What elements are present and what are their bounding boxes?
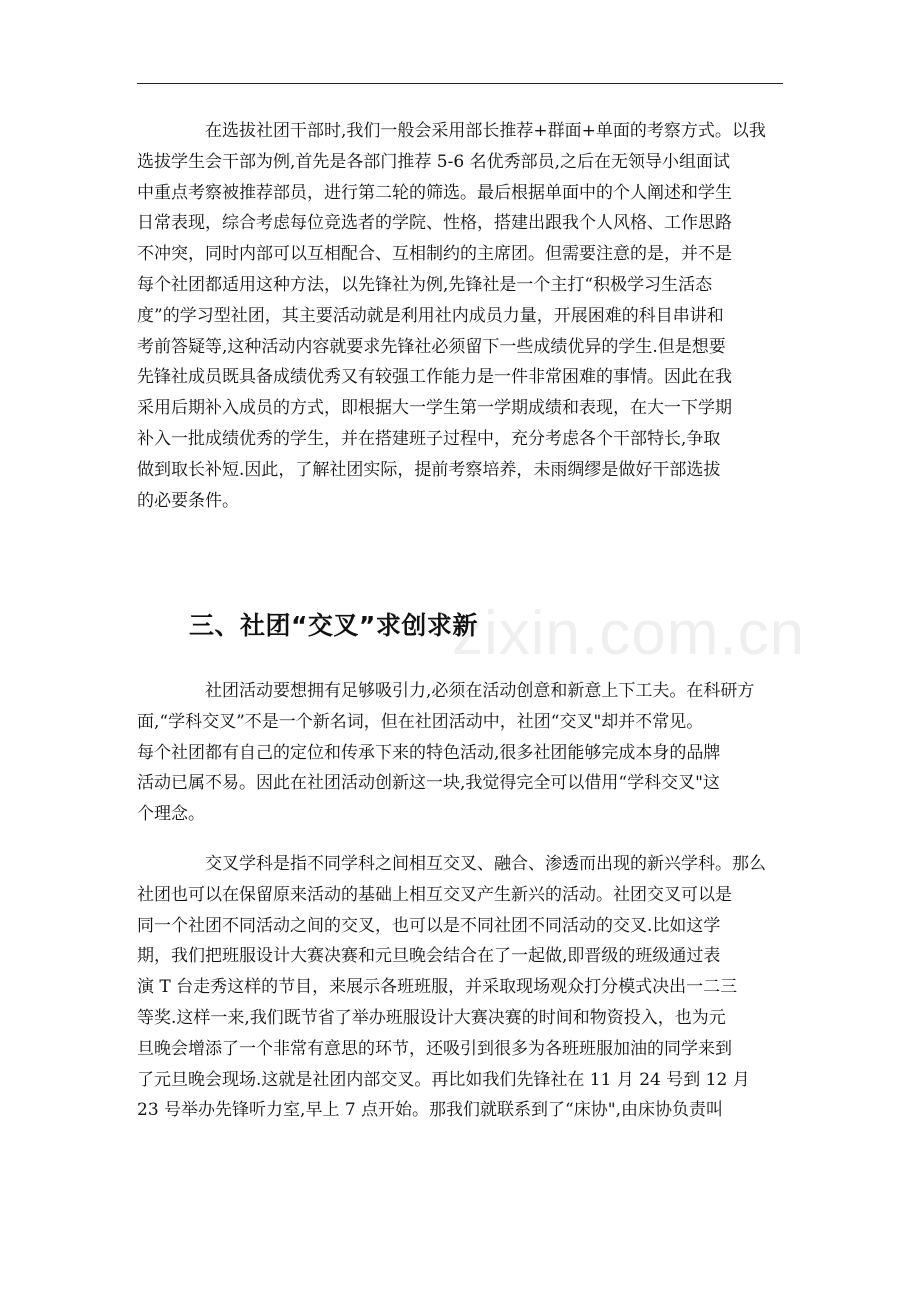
text-line: 中重点考察被推荐部员，进行第二轮的筛选。最后根据单面中的个人阐述和学生 (137, 182, 732, 203)
text-line: 期，我们把班服设计大赛决赛和元旦晚会结合在了一起做,即晋级的班级通过表 (137, 946, 721, 967)
text-line: 23 号举办先锋听力室,早上 7 点开始。那我们就联系到了“床协",由床协负责叫 (137, 1100, 723, 1121)
text-line: 考前答疑等,这种活动内容就要求先锋社必须留下一些成绩优异的学生.但是想要 (137, 336, 726, 357)
paragraph-1 (137, 116, 783, 516)
text-line: 采用后期补入成员的方式，即根据大一学生第一学期成绩和表现，在大一下学期 (137, 398, 732, 419)
text-line: 的必要条件。 (137, 490, 239, 511)
text-line: 旦晚会增添了一个非常有意思的环节，还吸引到很多为各班班服加油的同学来到 (137, 1038, 732, 1059)
text-line: 日常表现，综合考虑每位竞选者的学院、性格，搭建出跟我个人风格、工作思路 (137, 213, 732, 234)
text-line: 演 T 台走秀这样的节目，来展示各班班服，并采取现场观众打分模式决出一二三 (137, 977, 738, 998)
watermark: zixin.com.cn (452, 599, 806, 668)
text-line: 活动已属不易。因此在社团活动创新这一块,我觉得完全可以借用“学科交叉"这 (137, 773, 720, 794)
text-line: 面,“学科交叉”不是一个新名词，但在社团活动中，社团“交叉"却并不常见。 (137, 711, 704, 732)
text-line: 每个社团都适用这种方法，以先锋社为例,先锋社是一个主打“积极学习生活态 (137, 274, 713, 295)
text-line: 社团也可以在保留原来活动的基础上相互交叉产生新兴的活动。社团交叉可以是 (137, 884, 732, 905)
text-line: 选拔学生会干部为例,首先是各部门推荐 5-6 名优秀部员,之后在无领导小组面试 (137, 151, 730, 172)
section-heading: 三、社团“交叉”求创求新 (189, 611, 478, 640)
text-line: 做到取长补短.因此，了解社团实际，提前考察培养，未雨绸缪是做好干部选拔 (137, 459, 721, 480)
text-line: 社团活动要想拥有足够吸引力,必须在活动创意和新意上下工夫。在科研方 (205, 681, 755, 701)
text-line: 度”的学习型社团，其主要活动就是利用社内成员力量，开展困难的科目串讲和 (137, 305, 724, 326)
text-line: 在选拔社团干部时,我们一般会采用部长推荐+群面+单面的考察方式。以我 (205, 121, 766, 141)
text-line: 同一个社团不同活动之间的交叉，也可以是不同社团不同活动的交叉.比如这学 (137, 915, 721, 936)
paragraph-2 (137, 676, 783, 830)
text-line: 等奖.这样一来,我们既节省了举办班服设计大赛决赛的时间和物资投入，也为元 (137, 1007, 726, 1028)
header-rule (137, 83, 783, 84)
text-line: 个理念。 (137, 804, 205, 825)
paragraph-3 (137, 849, 783, 1126)
text-line: 交叉学科是指不同学科之间相互交叉、融合、渗透而出现的新兴学科。那么 (205, 854, 766, 874)
text-line: 先锋社成员既具备成绩优秀又有较强工作能力是一件非常困难的事情。因此在我 (137, 367, 732, 388)
text-line: 了元旦晚会现场.这就是社团内部交叉。再比如我们先锋社在 11 月 24 号到 12 月 (137, 1069, 750, 1090)
text-line: 不冲突，同时内部可以互相配合、互相制约的主席团。但需要注意的是，并不是 (137, 244, 732, 265)
text-line: 补入一批成绩优秀的学生，并在搭建班子过程中，充分考虑各个干部特长,争取 (137, 428, 721, 449)
text-line: 每个社团都有自己的定位和传承下来的特色活动,很多社团能够完成本身的品牌 (137, 742, 721, 763)
